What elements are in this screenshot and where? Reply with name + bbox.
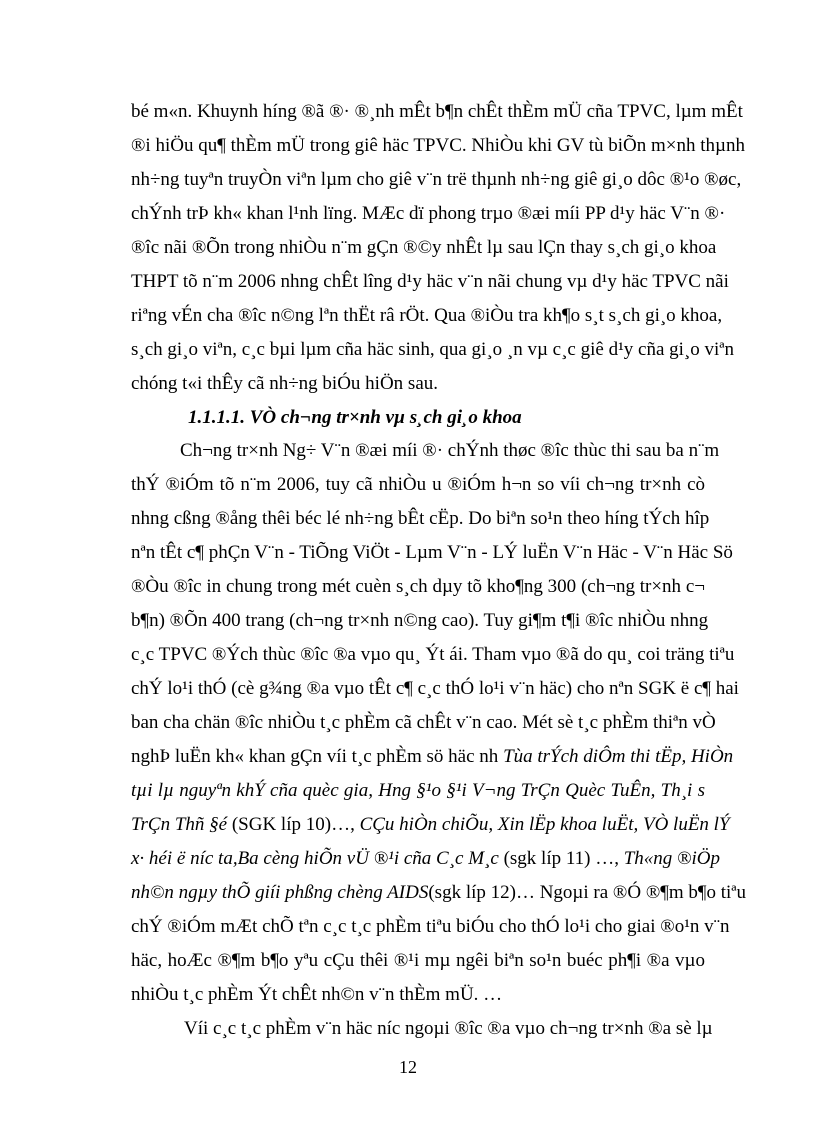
plain-text: (sgk líp 11) …, bbox=[498, 848, 624, 869]
paragraph-2-line: thÝ ®iÓm tõ n¨m 2006, tuy cã nhiÒu u ®iÓm h¬n so víi ch¬ng tr×nh cò bbox=[131, 474, 705, 495]
italic-title: nh©n ngµy thÕ giíi phßng chèng AIDS bbox=[131, 882, 429, 903]
paragraph-2-line: häc, hoÆc ®¶m b¶o yªu cÇu thêi ®¹i mµ ngêi biªn so¹n buéc ph¶i ®a vµo bbox=[131, 950, 705, 971]
paragraph-1-line: ®i hiÖu qu¶ thÈm mÜ trong giê häc TPVC. NhiÒu khi GV tù biÕn m×nh thµnh bbox=[131, 135, 745, 156]
paragraph-2-line: c¸c TPVC ®Ých thùc ®îc ®a vµo qu¸ Ýt ái. Tham vµo ®ã do qu¸ coi träng tiªu bbox=[131, 644, 735, 665]
paragraph-2-line bbox=[131, 847, 720, 871]
paragraph-2-line: tµi lµ nguyªn khÝ cña quèc gia, Hng §¹o §¹i V¬ng TrÇn Quèc TuÊn, Th¸i s bbox=[131, 780, 705, 801]
paragraph-2-line: chÝ lo¹i thÓ (cè g¾ng ®a vµo tÊt c¶ c¸c thÓ lo¹i v¨n häc) cho nªn SGK ë c¶ hai bbox=[131, 678, 739, 699]
paragraph-2-line: ®Òu ®îc in chung trong mét cuèn s¸ch dµy tõ kho¶ng 300 (ch¬ng tr×nh c¬ bbox=[131, 576, 705, 597]
paragraph-3-line: Víi c¸c t¸c phÈm v¨n häc níc ngoµi ®îc ®a vµo ch¬ng tr×nh ®a sè lµ bbox=[184, 1018, 713, 1039]
paragraph-1-line: ®îc nãi ®Õn trong nhiÒu n¨m gÇn ®©y nhÊt lµ sau lÇn thay s¸ch gi¸o khoa bbox=[131, 237, 717, 258]
italic-title: Tùa trÝch diÔm thi tËp, HiÒn bbox=[503, 746, 734, 767]
paragraph-2-line bbox=[131, 813, 730, 837]
section-heading: 1.1.1.1. VÒ ch¬ng tr×nh vµ s¸ch gi¸o khoa bbox=[188, 407, 522, 428]
paragraph-2-line: ban cha chän ®îc nhiÒu t¸c phÈm cã chÊt v¨n cao. Mét sè t¸c phÈm thiªn vÒ bbox=[131, 712, 716, 733]
paragraph-2-line: b¶n) ®Õn 400 trang (ch¬ng tr×nh n©ng cao). Tuy gi¶m t¶i ®îc nhiÒu nhng bbox=[131, 610, 709, 631]
plain-text: (sgk líp 12)… Ngoµi ra ®Ó ®¶m b¶o tiªu bbox=[428, 882, 747, 903]
paragraph-2-line: Ch¬ng tr×nh Ng÷ V¨n ®æi míi ®· chÝnh thøc ®îc thùc thi sau ba n¨m bbox=[180, 440, 720, 461]
paragraph-2-line: nhng cßng ®ång thêi béc lé nh÷ng bÊt cËp. Do biªn so¹n theo híng tÝch hîp bbox=[131, 508, 710, 529]
page-number: 12 bbox=[399, 1057, 417, 1077]
plain-text: nghÞ luËn kh« khan gÇn víi t¸c phÈm sö häc nh bbox=[131, 746, 504, 767]
paragraph-1-line: THPT tõ n¨m 2006 nhng chÊt lîng d¹y häc v¨n nãi chung vµ d¹y häc TPVC nãi bbox=[131, 271, 729, 292]
paragraph-2-line bbox=[131, 745, 734, 769]
paragraph-1-line: riªng vÉn cha ®îc n©ng lªn thËt râ rÖt. Qua ®iÒu tra kh¶o s¸t s¸ch gi¸o khoa, bbox=[131, 305, 723, 326]
paragraph-1-line: chÝnh trÞ kh« khan l¹nh lïng. MÆc dï phong trµo ®æi míi PP d¹y häc V¨n ®· bbox=[131, 203, 726, 224]
paragraph-1-line: nh÷ng tuyªn truyÒn viªn lµm cho giê v¨n trë thµnh nh÷ng giê gi¸o dôc ®¹o ®øc, bbox=[131, 169, 742, 190]
italic-title: CÇu hiÒn chiÕu, Xin lËp khoa luËt, VÒ luËn lÝ bbox=[359, 814, 730, 835]
plain-text: (SGK líp 10)…, bbox=[227, 814, 360, 835]
italic-title: TrÇn Thñ §é bbox=[131, 814, 228, 835]
italic-title: x· héi ë níc ta,Ba cèng hiÕn vÜ ®¹i cña C¸c M¸c bbox=[131, 848, 499, 869]
paragraph-2-line: chÝ ®iÓm mÆt chÕ tªn c¸c t¸c phÈm tiªu biÓu cho thÓ lo¹i cho giai ®o¹n v¨n bbox=[131, 916, 730, 937]
paragraph-2-line: nªn tÊt c¶ phÇn V¨n - TiÕng ViÖt - Lµm V¨n - LÝ luËn V¨n Häc - V¨n Häc Sö bbox=[131, 542, 733, 563]
italic-title: Th«ng ®iÖp bbox=[623, 848, 720, 869]
paragraph-2-line: nhiÒu t¸c phÈm Ýt chÊt nh©n v¨n thÈm mÜ. … bbox=[131, 984, 503, 1005]
paragraph-1-line: chóng t«i thÊy cã nh÷ng biÓu hiÖn sau. bbox=[131, 373, 438, 394]
paragraph-1-line: s¸ch gi¸o viªn, c¸c bµi lµm cña häc sinh, qua gi¸o ¸n vµ c¸c giê d¹y cña gi¸o viªn bbox=[131, 339, 735, 360]
paragraph-1-line: bé m«n. Khuynh híng ®ã ®· ®¸nh mÊt b¶n chÊt thÈm mÜ cña TPVC, lµm mÊt bbox=[131, 101, 743, 122]
paragraph-2-line bbox=[131, 881, 747, 905]
